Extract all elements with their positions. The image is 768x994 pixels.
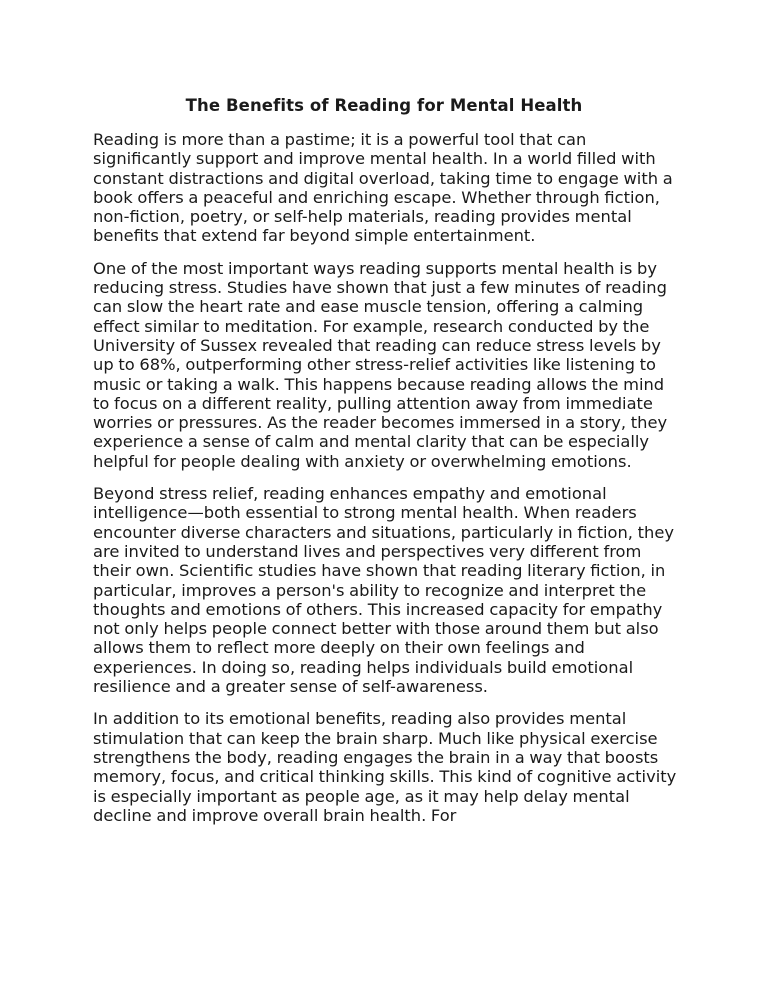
paragraph-cognition: In addition to its emotional benefits, reading also provides mental stimulation that can keep the brain sharp. Much like physical exercise strengthens the body, reading engages the brain in a way that boosts memory, focus, and critical thinking skills. This kind of cognitive activity is especially important as people age, as it may help delay mental decline and improve overall brain health. For: [93, 709, 677, 825]
document-title: The Benefits of Reading for Mental Health: [185, 96, 583, 115]
paragraph-stress: One of the most important ways reading supports mental health is by reducing stress. Studies have shown that just a few minutes of reading can slow the heart rate and ease muscle tension, offering a calming effect similar to meditation. For example, research conducted by the University of Sussex revealed that reading can reduce stress levels by up to 68%, outperforming other stress-relief activities like listening to music or taking a walk. This happens because reading allows the mind to focus on a different reality, pulling attention away from immediate worries or pressures. As the reader becomes immersed in a story, they experience a sense of calm and mental clarity that can be especially helpful for people dealing with anxiety or overwhelming emotions.: [93, 258, 668, 471]
paragraph-empathy: Beyond stress relief, reading enhances empathy and emotional intelligence—both essential to strong mental health. When readers encounter diverse characters and situations, particularly in fiction, they are invited to understand lives and perspectives very different from their own. Scientific studies have shown that reading literary fiction, in particular, improves a person's ability to recognize and interpret the thoughts and emotions of others. This increased capacity for empathy not only helps people connect better with those around them but also allows them to reflect more deeply on their own feelings and experiences. In doing so, reading helps individuals build emotional resilience and a greater sense of self-awareness.: [93, 484, 674, 697]
document-body: [93, 130, 678, 838]
paragraph-intro: Reading is more than a pastime; it is a powerful tool that can significantly support and improve mental health. In a world filled with constant distractions and digital overload, taking time to engage with a book offers a peaceful and enriching escape. Whether through fiction, non-fiction, poetry, or self-help materials, reading provides mental benefits that extend far beyond simple entertainment.: [93, 130, 673, 246]
